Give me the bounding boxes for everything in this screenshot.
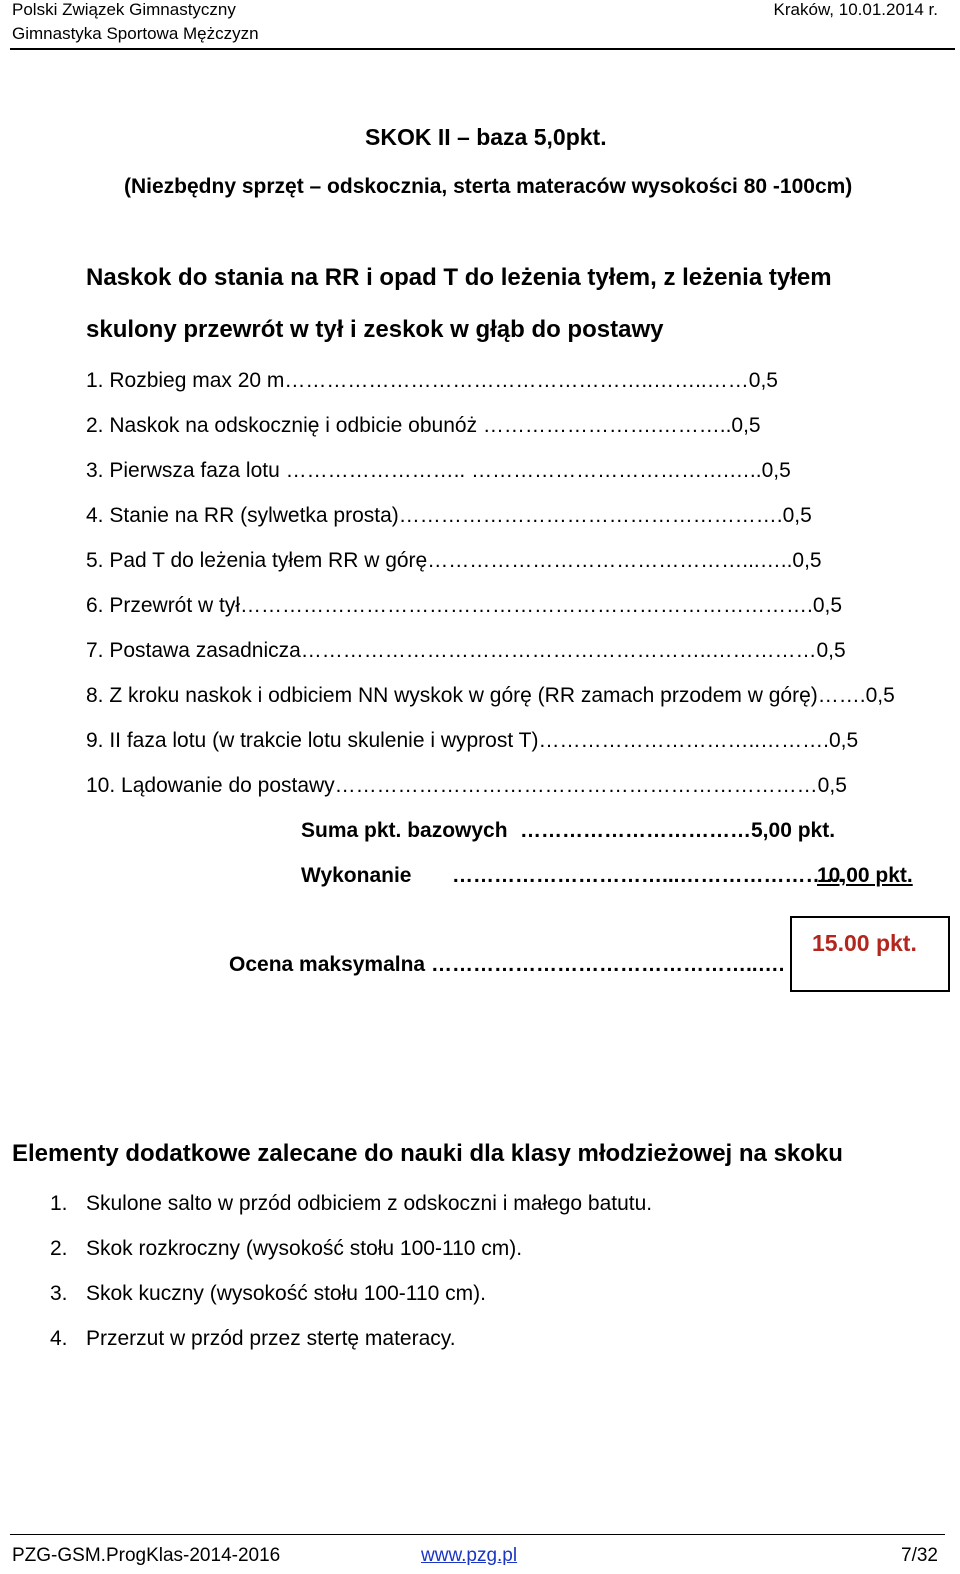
base-sum-label: Suma pkt. bazowych — [301, 819, 508, 842]
footer-rule — [10, 1534, 945, 1535]
max-score-label: Ocena maksymalna ………………………………………..…. — [229, 953, 785, 976]
extras-item-number: 2. — [50, 1237, 68, 1260]
element-item-3: 3. Pierwsza faza lotu …………………….. ……………………………….…..0,5 — [86, 459, 791, 482]
extras-item-text: Skok rozkroczny (wysokość stołu 100-110 cm). — [86, 1237, 523, 1260]
extras-item-text: Skok kuczny (wysokość stołu 100-110 cm). — [86, 1282, 486, 1305]
max-score-value: 15.00 pkt. — [812, 930, 917, 956]
element-item-7: 7. Postawa zasadnicza…………………………………………………..……………0,5 — [86, 639, 846, 662]
max-score-box — [790, 916, 950, 992]
element-item-5: 5. Pad T do leżenia tyłem RR w górę………………………………………...…..0,5 — [86, 549, 822, 572]
element-item-10: 10. Lądowanie do postawy……………………………………………………………0,5 — [86, 774, 847, 797]
extras-item-number: 4. — [50, 1327, 68, 1350]
element-item-4: 4. Stanie na RR (sylwetka prosta)……………………………………………….0,5 — [86, 504, 812, 527]
footer-page-number: 7/32 — [901, 1545, 938, 1566]
execution-dots: …………………………...…………………... — [452, 864, 845, 887]
extras-item-text: Przerzut w przód przez stertę materacy. — [86, 1327, 456, 1350]
header-dept: Gimnastyka Sportowa Mężczyzn — [12, 24, 259, 43]
extras-heading: Elementy dodatkowe zalecane do nauki dla klasy młodzieżowej na skoku — [12, 1140, 843, 1167]
extras-item-number: 3. — [50, 1282, 68, 1305]
element-item-2: 2. Naskok na odskocznię i odbicie obunóż …………………….………..0,5 — [86, 414, 761, 437]
exercise-heading-line2: skulony przewrót w tył i zeskok w głąb do postawy — [86, 316, 664, 343]
element-item-8: 8. Z kroku naskok i odbiciem NN wyskok w górę (RR zamach przodem w górę)…….0,5 — [86, 684, 895, 707]
extras-item-text: Skulone salto w przód odbiciem z odskoczni i małego batutu. — [86, 1192, 653, 1215]
page-title: SKOK II – baza 5,0pkt. — [365, 124, 607, 150]
exercise-heading-line1: Naskok do stania na RR i opad T do leżenia tyłem, z leżenia tyłem — [86, 264, 832, 291]
execution-label: Wykonanie — [301, 864, 412, 887]
equipment-note: (Niezbędny sprzęt – odskocznia, sterta materaców wysokości 80 -100cm) — [124, 175, 853, 198]
header-org: Polski Związek Gimnastyczny — [12, 0, 236, 19]
base-sum-value: ……………………………5,00 pkt. — [520, 819, 836, 842]
header-place-date: Kraków, 10.01.2014 r. — [773, 0, 938, 19]
footer-website-link[interactable]: www.pzg.pl — [421, 1545, 518, 1566]
extras-item-number: 1. — [50, 1192, 68, 1215]
execution-value: 10,00 pkt. — [817, 864, 913, 887]
element-item-9: 9. II faza lotu (w trakcie lotu skulenie i wyprost T)…………………………..……….0,5 — [86, 729, 859, 752]
footer-doc-code: PZG-GSM.ProgKlas-2014-2016 — [12, 1545, 281, 1566]
element-item-6: 6. Przewrót w tył……………………………………………………………………….0,5 — [86, 594, 843, 617]
element-item-1: 1. Rozbieg max 20 m……………………………………………..……..……0,5 — [86, 369, 778, 392]
header-rule — [10, 48, 955, 50]
